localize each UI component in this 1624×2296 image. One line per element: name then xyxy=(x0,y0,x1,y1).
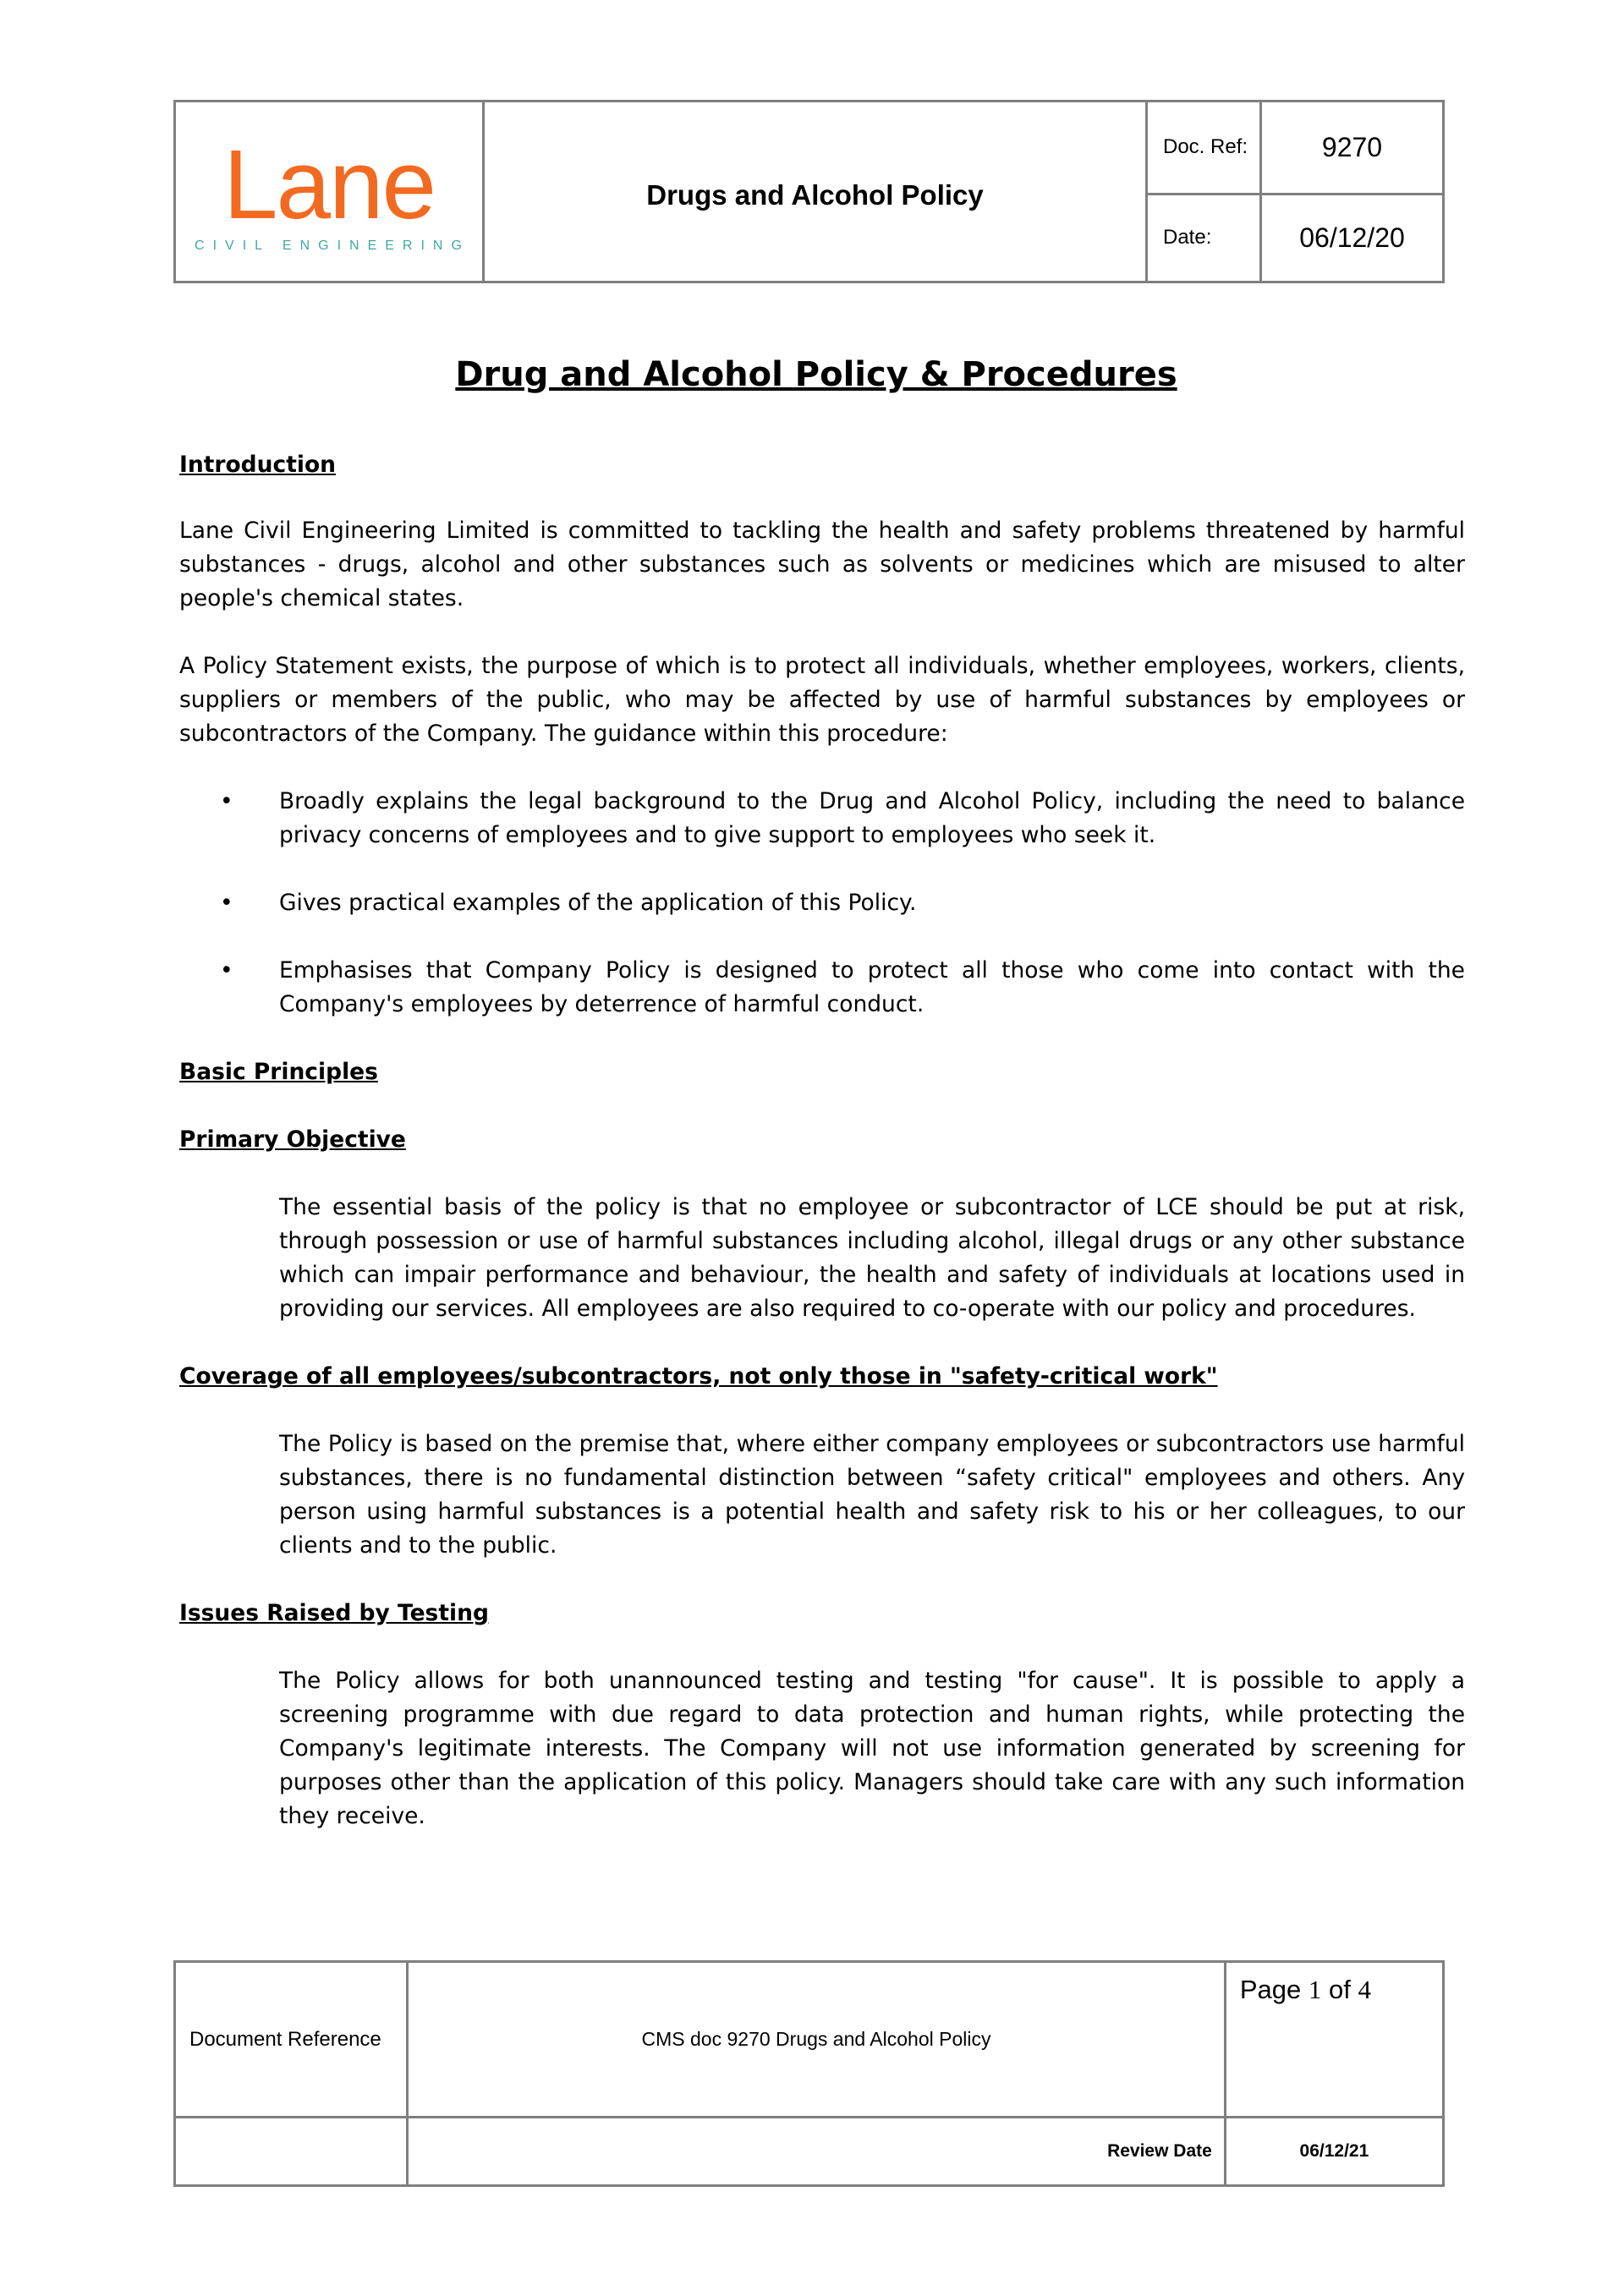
primary-objective-text: The essential basis of the policy is that no employee or subcontractor of LCE should be put at risk, through possession or use of harmful substances including alcohol, illegal drugs or any other substance which can impair performance and behaviour, the health and safety of individuals at locations used in providing our services. All employees are also required to co-operate with our policy and procedures. xyxy=(279,1194,1465,1322)
footer-table xyxy=(173,1960,1445,2187)
list-item: • Broadly explains the legal background to the Drug and Alcohol Policy, including the need to balance privacy concerns of employees and to give support to employees who seek it. xyxy=(179,785,1465,852)
review-date-value: 06/12/21 xyxy=(1225,2118,1443,2186)
introduction-heading: Introduction xyxy=(179,452,337,478)
introduction-para-1: Lane Civil Engineering Limited is committed to tackling the health and safety problems threatened by harmful substances - drugs, alcohol and other substances such as solvents or medicines which are misused to alter people's chemical states. xyxy=(179,518,1465,611)
date-label: Date: xyxy=(1147,195,1261,282)
testing-text: The Policy allows for both unannounced testing and testing "for cause". It is possible to apply a screening programme with due regard to data protection and human rights, while protecting the Company's legitimate interests. The Company will not use information generated by screening for purposes other than the application of this policy. Managers should take care with any such information they receive. xyxy=(279,1668,1465,1829)
coverage-heading: Coverage of all employees/subcontractors, not only those in "safety-critical work" xyxy=(179,1363,1218,1389)
date-value: 06/12/20 xyxy=(1261,195,1444,282)
review-date-label: Review Date xyxy=(408,2118,1226,2186)
bullet-icon: • xyxy=(220,890,233,916)
coverage-text: The Policy is based on the premise that, where either company employees or subcontractors use harmful substances, there is no fundamental distinction between “safety critical" employees and others. Any person using harmful substances is a potential health and safety risk to his or her colleagues, to our clients and to the public. xyxy=(279,1431,1465,1559)
primary-objective-heading: Primary Objective xyxy=(179,1126,406,1153)
footer-empty-cell xyxy=(175,2118,408,2186)
basic-principles-heading: Basic Principles xyxy=(179,1059,378,1085)
logo xyxy=(175,101,484,282)
header-title: Drugs and Alcohol Policy xyxy=(484,101,1147,282)
doc-ref-label: Doc. Ref: xyxy=(1147,101,1261,195)
page-indicator: Page 1 of 4 xyxy=(1225,1962,1443,2118)
testing-heading: Issues Raised by Testing xyxy=(179,1600,489,1626)
footer-doc-name: CMS doc 9270 Drugs and Alcohol Policy xyxy=(408,1962,1226,2118)
logo-tagline: CIVIL ENGINEERING xyxy=(195,238,470,253)
header-table xyxy=(173,100,1445,283)
list-item: • Emphasises that Company Policy is designed to protect all those who come into contact with the Company's employees by deterrence of harmful conduct. xyxy=(179,954,1465,1022)
footer-doc-ref-label: Document Reference xyxy=(175,1962,408,2118)
list-item: • Gives practical examples of the application of this Policy. xyxy=(179,886,1465,920)
document-title: Drug and Alcohol Policy & Procedures xyxy=(455,355,1177,394)
bullet-icon: • xyxy=(220,957,233,984)
page-current: 1 xyxy=(1308,1975,1322,2004)
doc-ref-value: 9270 xyxy=(1261,101,1444,195)
logo-wordmark: Lane xyxy=(222,129,436,239)
introduction-para-2: A Policy Statement exists, the purpose of which is to protect all individuals, whether employees, workers, clients, suppliers or members of the public, who may be affected by use of harmful substances by employees or subcontractors of the Company. The guidance within this procedure: xyxy=(179,653,1465,747)
page-total: 4 xyxy=(1358,1975,1371,2004)
bullet-icon: • xyxy=(220,788,233,814)
